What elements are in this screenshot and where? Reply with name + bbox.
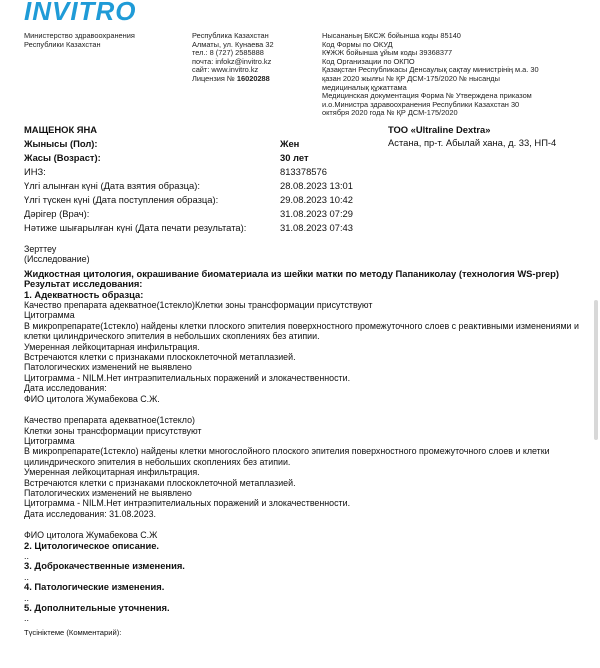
lab-contacts bbox=[192, 32, 274, 84]
header-text: Алматы, ул. Кунаева 32 bbox=[192, 39, 274, 49]
form-codes bbox=[322, 32, 539, 118]
header-text: октября 2020 года № ҚР ДСМ-175/2020 bbox=[322, 108, 458, 118]
placeholder-dots: .. bbox=[24, 592, 29, 603]
scrollbar[interactable] bbox=[594, 300, 598, 440]
header-text: Нысананың БКСЖ бойынша коды 85140 bbox=[322, 31, 461, 40]
report-line: Качество препарата адекватное(1стекло) bbox=[24, 415, 195, 426]
report-line: Цитограмма bbox=[24, 435, 75, 446]
patient-row: Нәтиже шығарылған күні (Дата печати результата): 31.08.2023 07:43 bbox=[24, 222, 353, 233]
comment-label: Түсініктеме (Комментарий): bbox=[24, 627, 122, 637]
header-text: Республики Казахстан bbox=[24, 39, 101, 49]
section-heading: 1. Адекватность образца: bbox=[24, 288, 144, 300]
logo: INVITRO bbox=[24, 0, 137, 26]
section-heading: 5. Дополнительные уточнения. bbox=[24, 602, 170, 613]
license: Лицензия № 16020288 bbox=[192, 73, 270, 83]
patient-row: Жынысы (Пол): Жен bbox=[24, 138, 300, 149]
section-heading: 2. Цитологическое описание. bbox=[24, 539, 160, 551]
report-line: Патологических изменений не выявлено bbox=[24, 487, 192, 498]
report-line: Патологических изменений не выявлено bbox=[24, 362, 192, 373]
result-heading: Результат исследования: bbox=[24, 278, 143, 290]
org-address: Астана, пр-т. Абылай хана, д. 33, НП-4 bbox=[388, 137, 557, 148]
org-name: ТОО «Ultraline Dextra» bbox=[388, 124, 491, 135]
section-heading: 4. Патологические изменения. bbox=[24, 581, 165, 593]
study-title: Жидкостная цитология, окрашивание биоматериала из шейки матки по методу Папаниколау (технология WS-prep) bbox=[24, 267, 559, 279]
ministry-block bbox=[24, 32, 135, 49]
header-text: Код Формы по ОКУД bbox=[322, 39, 393, 49]
report-line: Дата исследования: bbox=[24, 383, 107, 394]
header-text: Республика Казахстан bbox=[192, 31, 269, 40]
header-text: Министерство здравоохранения bbox=[24, 31, 135, 40]
study-label: Зерттеу bbox=[24, 244, 57, 254]
header-text: почта: infokz@invitro.kz bbox=[192, 56, 272, 66]
report-line: Дата исследования: 31.08.2023. bbox=[24, 508, 157, 519]
header-text: Код Организации по ОКПО bbox=[322, 56, 415, 66]
report-line: Умеренная лейкоцитарная инфильтрация. bbox=[24, 341, 200, 352]
report-line: Встречаются клетки с признаками плоскоклеточной метаплазией. bbox=[24, 352, 296, 363]
report-line: В микропрепарате(1стекло) найдены клетки плоского эпителия поверхностного промежуточного слоев с реактивными изменениями и клетки цилиндрического эпителия в небольших скоплениях без атипии. bbox=[24, 320, 579, 342]
report-line: Цитограмма - NILM.Нет интраэпителиальных поражений и злокачественности. bbox=[24, 372, 351, 383]
header-text: сайт: www.invitro.kz bbox=[192, 65, 259, 75]
report-line: В микропрепарате(1стекло) найдены клетки многослойного плоского эпителия поверхностного промежуточного слоев и клетки цилиндрического эпителия в небольших скоплениях без атипии. bbox=[24, 446, 550, 467]
placeholder-dots: .. bbox=[24, 550, 29, 561]
report-line: Клетки зоны трансформации присутствуют bbox=[24, 425, 202, 436]
report-line: Качество препарата адекватное(1стекло)Клетки зоны трансформации присутствуют bbox=[24, 300, 373, 311]
placeholder-dots: .. bbox=[24, 613, 29, 624]
study-label: (Исследование) bbox=[24, 254, 90, 265]
placeholder-dots: .. bbox=[24, 571, 29, 582]
header-text: қазан 2020 жылғы № ҚР ДСМ-175/2020 № нысанды bbox=[322, 73, 500, 83]
header-text: и.о.Министра здравоохранения Республики Казахстан 30 bbox=[322, 99, 520, 109]
report-line: Цитограмма - NILM.Нет интраэпителиальных поражений и злокачественности. bbox=[24, 498, 351, 509]
header-text: медициналық құжаттама bbox=[322, 82, 407, 92]
header-text: КҰЖЖ бойынша ұйым коды 39368377 bbox=[322, 48, 453, 58]
report-line: Встречаются клетки с признаками плоскоклеточной метаплазией. bbox=[24, 477, 296, 488]
section-heading: 3. Доброкачественные изменения. bbox=[24, 560, 185, 572]
patient-row: Үлгі алынған күні (Дата взятия образца): 28.08.2023 13:01 bbox=[24, 180, 353, 191]
report-line: Умеренная лейкоцитарная инфильтрация. bbox=[24, 467, 200, 478]
cytologist: ФИО цитолога Жумабекова С.Ж bbox=[24, 530, 158, 541]
header-text: Қазақстан Республикасы Денсаулық сақтау министрінің м.а. 30 bbox=[322, 65, 539, 75]
patient-row: Дәрігер (Врач): 31.08.2023 07:29 bbox=[24, 208, 353, 219]
header-text: тел.: 8 (727) 2585888 bbox=[192, 48, 264, 58]
report-body bbox=[24, 244, 584, 638]
report-line: Цитограмма bbox=[24, 310, 75, 321]
header-text: Медицинская документация Форма № Утверждена приказом bbox=[322, 91, 532, 101]
patient-row: ИНЗ: 813378576 bbox=[24, 166, 327, 177]
patient-name: МАЩЕНОК ЯНА bbox=[24, 124, 98, 135]
organization bbox=[388, 123, 588, 149]
patient-row: Үлгі түскен күні (Дата поступления образца): 29.08.2023 10:42 bbox=[24, 194, 353, 205]
report-line: ФИО цитолога Жумабекова С.Ж. bbox=[24, 393, 160, 404]
patient-row: Жасы (Возраст): 30 лет bbox=[24, 152, 309, 163]
